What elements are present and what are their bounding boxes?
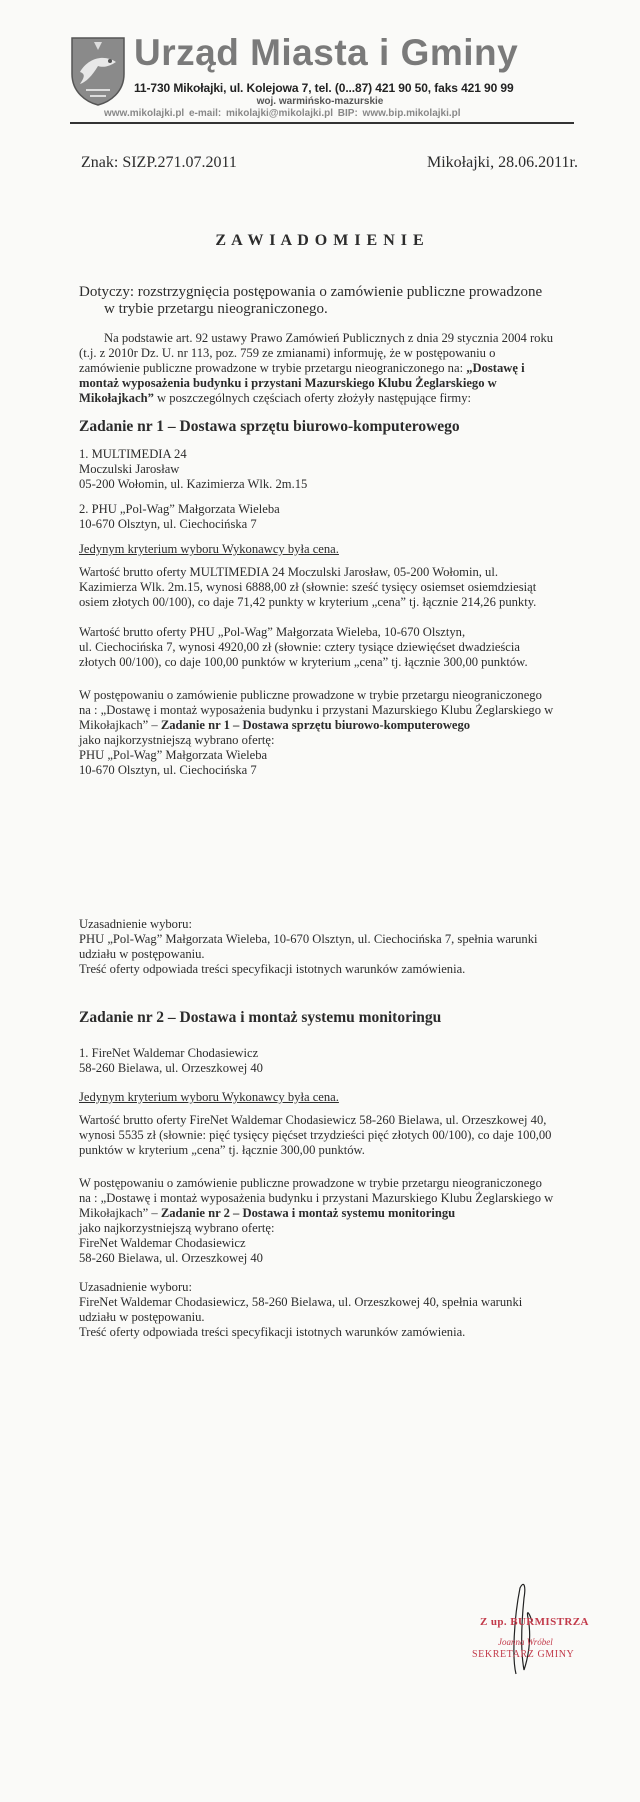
justification-line: PHU „Pol-Wag” Małgorzata Wieleba, 10-670 Olsztyn, ul. Ciechocińska 7, spełnia warunki (79, 932, 538, 946)
justification-line: udziału w postępowaniu. (79, 947, 205, 961)
offer-value-line: Wartość brutto oferty FireNet Waldemar Chodasiewicz 58-260 Bielawa, ul. Orzeszkowej 40, (79, 1113, 547, 1127)
office-links: www.mikolajki.pl e-mail: mikolajki@mikolajki.pl BIP: www.bip.mikolajki.pl (104, 108, 461, 119)
offer-value-line: ul. Ciechocińska 7, wynosi 4920,00 zł (słownie: cztery tysiące dziewięćset dwadzieścia (79, 640, 520, 654)
stamp-line: SEKRETARZ GMINY (472, 1649, 575, 1660)
offer-value-line: Wartość brutto oferty PHU „Pol-Wag” Małgorzata Wieleba, 10-670 Olsztyn, (79, 625, 466, 639)
choice-line: Mikołajkach” – Zadanie nr 1 – Dostawa sprzętu biurowo-komputerowego (79, 718, 471, 732)
offer-line: Moczulski Jarosław (79, 462, 180, 476)
offer-line: 1. MULTIMEDIA 24 (79, 447, 187, 461)
justification-line: FireNet Waldemar Chodasiewicz, 58-260 Bielawa, ul. Orzeszkowej 40, spełnia warunki (79, 1295, 523, 1309)
criterion-note: Jedynym kryterium wyboru Wykonawcy była cena. (79, 542, 339, 556)
choice-line: Mikołajkach” – Zadanie nr 2 – Dostawa i montaż systemu monitoringu (79, 1206, 456, 1220)
intro-line: (t.j. z 2010r Dz. U. nr 113, poz. 759 ze zmianami) informuję, że w postępowaniu o (79, 346, 496, 360)
stamp-line: Z up. BURMISTRZA (480, 1616, 589, 1628)
choice-line: na : „Dostawę i montaż wyposażenia budynku i przystani Mazurskiego Klubu Żeglarskiego w (79, 1191, 554, 1205)
offer-value-line: złotych 00/100), co daje 100,00 punktów w kryterium „cena” tj. łącznie 300,00 punktów. (79, 655, 528, 669)
justification-line: Uzasadnienie wyboru: (79, 1280, 192, 1294)
stamp-line: Joanna Wróbel (498, 1637, 553, 1647)
reference-sign: Znak: SIZP.271.07.2011 (81, 154, 237, 171)
offer-line: 2. PHU „Pol-Wag” Małgorzata Wieleba (79, 502, 280, 516)
choice-line: PHU „Pol-Wag” Małgorzata Wieleba (79, 748, 268, 762)
subject-line-1: Dotyczy: rozstrzygnięcia postępowania o zamówienie publiczne prowadzone (79, 284, 543, 300)
choice-line: W postępowaniu o zamówienie publiczne prowadzone w trybie przetargu nieograniczonego (79, 688, 542, 702)
intro-line: Mikołajkach” w poszczególnych częściach oferty złożyły następujące firmy: (79, 391, 472, 405)
choice-line: W postępowaniu o zamówienie publiczne prowadzone w trybie przetargu nieograniczonego (79, 1176, 542, 1190)
choice-line: jako najkorzystniejszą wybrano ofertę: (79, 1221, 275, 1235)
choice-line: FireNet Waldemar Chodasiewicz (79, 1236, 246, 1250)
justification-line: Uzasadnienie wyboru: (79, 917, 192, 931)
choice-line: 10-670 Olsztyn, ul. Ciechocińska 7 (79, 763, 257, 777)
document-date: Mikołajki, 28.06.2011r. (427, 154, 578, 171)
offer-line: 58-260 Bielawa, ul. Orzeszkowej 40 (79, 1061, 263, 1075)
office-name: Urząd Miasta i Gminy (134, 32, 519, 73)
criterion-note: Jedynym kryterium wyboru Wykonawcy była cena. (79, 1090, 339, 1104)
subject-line-2: w trybie przetargu nieograniczonego. (104, 301, 328, 317)
offer-value-line: osiem złotych 00/100), co daje 71,42 punkty w kryterium „cena” tj. łącznie 214,26 punkty. (79, 595, 537, 609)
intro-line: montaż wyposażenia budynku i przystani Mazurskiego Klubu Żeglarskiego w (79, 376, 497, 390)
office-region: woj. warmińsko-mazurskie (256, 96, 384, 107)
signature-mark (468, 1578, 598, 1678)
document-heading: Z A W I A D O M I E N I E (215, 232, 425, 249)
choice-line: na : „Dostawę i montaż wyposażenia budynku i przystani Mazurskiego Klubu Żeglarskiego w (79, 703, 554, 717)
justification-line: udziału w postępowaniu. (79, 1310, 205, 1324)
letterhead-divider (70, 122, 574, 124)
office-address: 11-730 Mikołajki, ul. Kolejowa 7, tel. (0...87) 421 90 50, faks 421 90 99 (134, 81, 514, 95)
offer-value-line: punktów w kryterium „cena” tj. łącznie 300,00 punktów. (79, 1143, 365, 1157)
intro-line: zamówienie publiczne prowadzone w trybie przetargu nieograniczonego na: „Dostawę i (79, 361, 525, 375)
justification-line: Treść oferty odpowiada treści specyfikacji istotnych warunków zamówienia. (79, 1325, 466, 1339)
choice-line: 58-260 Bielawa, ul. Orzeszkowej 40 (79, 1251, 263, 1265)
intro-line: Na podstawie art. 92 ustawy Prawo Zamówień Publicznych z dnia 29 stycznia 2004 roku (104, 331, 554, 345)
offer-value-line: Wartość brutto oferty MULTIMEDIA 24 Moczulski Jarosław, 05-200 Wołomin, ul. (79, 565, 498, 579)
offer-value-line: Kazimierza Wlk. 2m.15, wynosi 6888,00 zł (słownie: sześć tysięcy osiemset osiemdziesiąt (79, 580, 537, 594)
offer-line: 1. FireNet Waldemar Chodasiewicz (79, 1046, 259, 1060)
task-1-title: Zadanie nr 1 – Dostawa sprzętu biurowo-komputerowego (79, 418, 460, 435)
choice-line: jako najkorzystniejszą wybrano ofertę: (79, 733, 275, 747)
task-2-title: Zadanie nr 2 – Dostawa i montaż systemu monitoringu (79, 1009, 442, 1026)
justification-line: Treść oferty odpowiada treści specyfikacji istotnych warunków zamówienia. (79, 962, 466, 976)
offer-line: 10-670 Olsztyn, ul. Ciechocińska 7 (79, 517, 257, 531)
offer-value-line: wynosi 5535 zł (słownie: pięć tysięcy pięćset trzydzieści pięć złotych 00/100), co daje 100,00 (79, 1128, 552, 1142)
offer-line: 05-200 Wołomin, ul. Kazimierza Wlk. 2m.15 (79, 477, 308, 491)
letterhead (70, 34, 570, 126)
